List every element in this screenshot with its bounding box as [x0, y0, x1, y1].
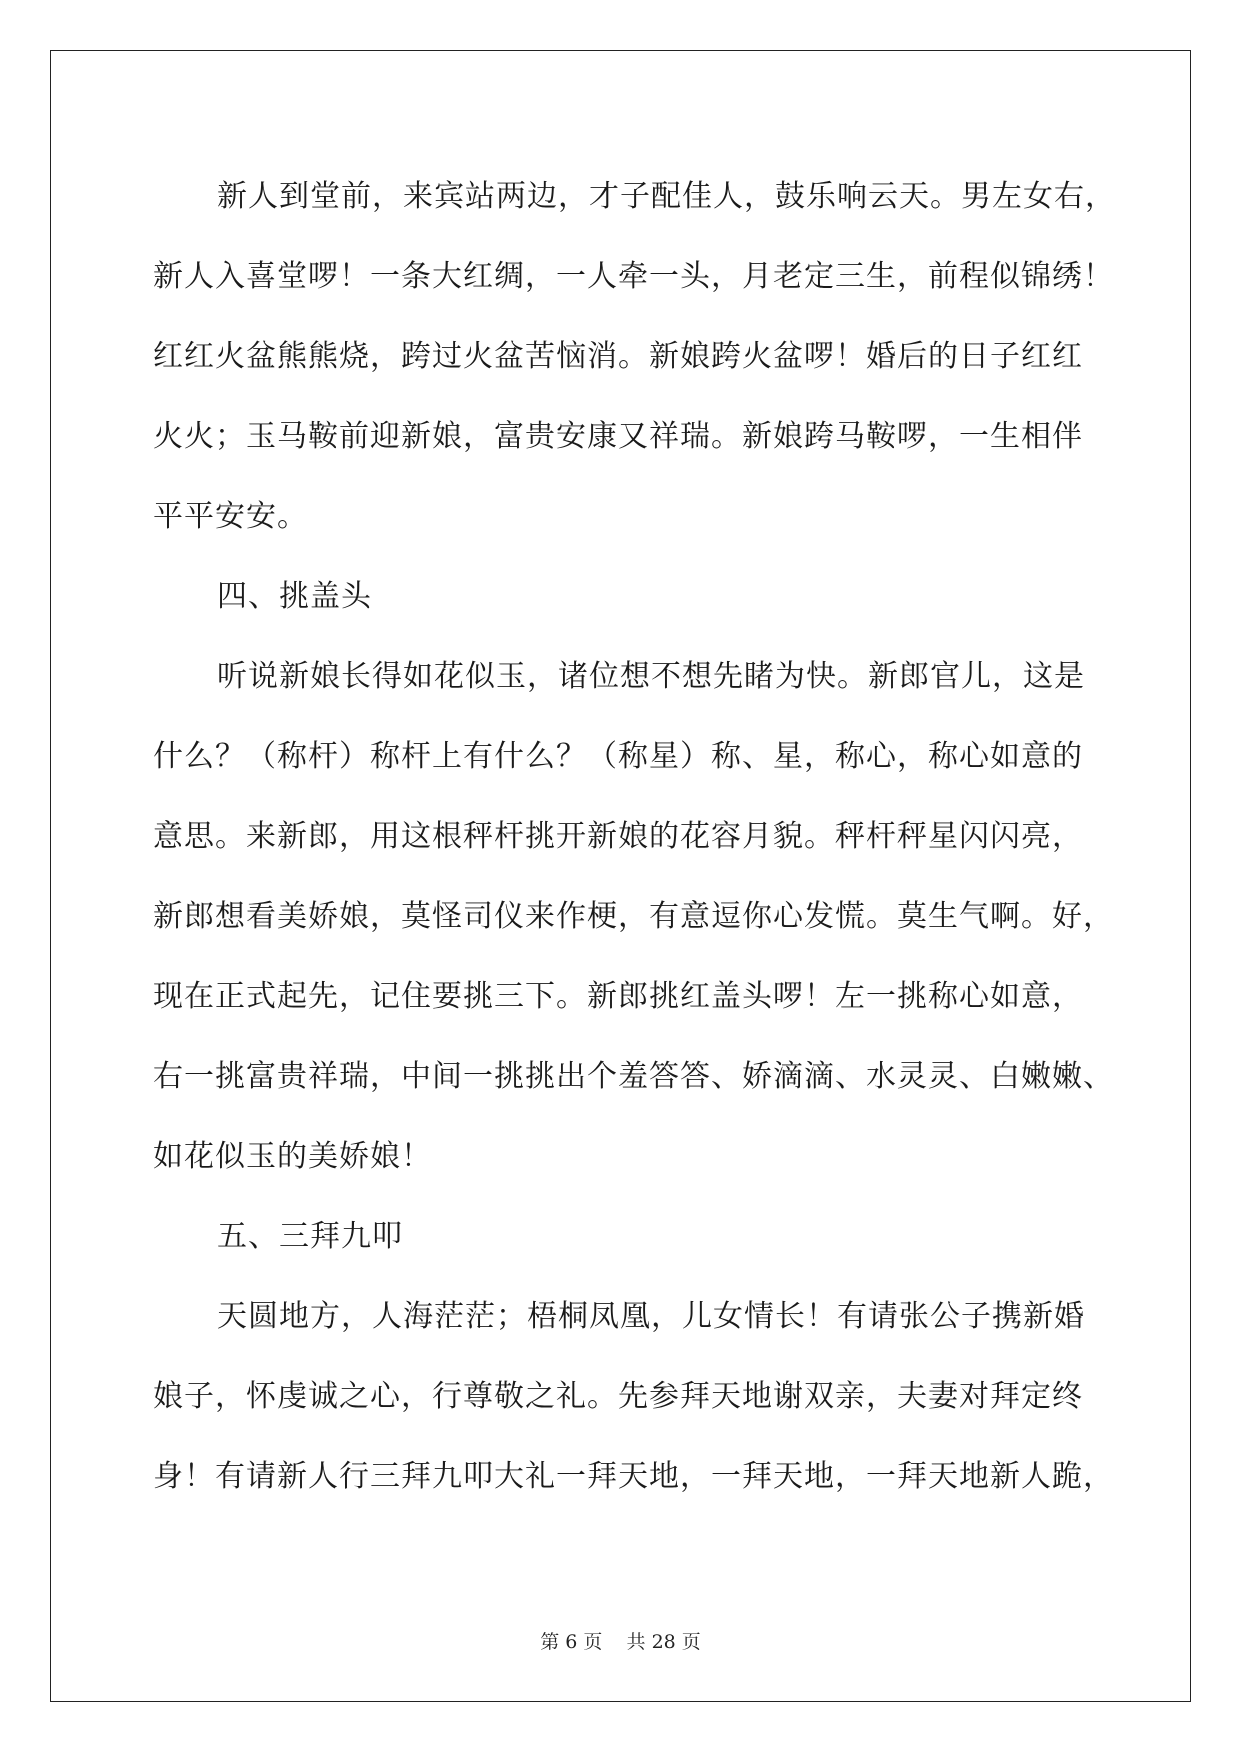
text-line: 右一挑富贵祥瑞，中间一挑挑出个羞答答、娇滴滴、水灵灵、白嫩嫩、	[153, 1059, 1114, 1094]
text-line: 红红火盆熊熊烧，跨过火盆苦恼消。新娘跨火盆啰！婚后的日子红红	[153, 339, 1083, 374]
text-line: 如花似玉的美娇娘！	[153, 1139, 432, 1174]
text-line: 天圆地方，人海茫茫；梧桐凤凰，儿女情长！有请张公子携新婚	[217, 1299, 1085, 1334]
text-line: 身！有请新人行三拜九叩大礼一拜天地，一拜天地，一拜天地新人跪，	[153, 1459, 1114, 1494]
document-body	[153, 157, 1116, 1517]
text-line: 新郎想看美娇娘，莫怪司仪来作梗，有意逗你心发慌。莫生气啊。好，	[153, 899, 1114, 934]
text-line: 娘子，怀虔诚之心，行尊敬之礼。先参拜天地谢双亲，夫妻对拜定终	[153, 1379, 1083, 1414]
section-heading: 四、挑盖头	[217, 579, 372, 614]
text-line: 意思。来新郎，用这根秤杆挑开新娘的花容月貌。秤杆秤星闪闪亮，	[153, 819, 1083, 854]
text-line: 什么？（称杆）称杆上有什么？（称星）称、星，称心，称心如意的	[153, 739, 1083, 774]
text-line: 平平安安。	[153, 499, 308, 534]
text-line: 听说新娘长得如花似玉，诸位想不想先睹为快。新郎官儿，这是	[217, 659, 1085, 694]
section-heading: 五、三拜九叩	[217, 1219, 403, 1254]
page-number: 第 6 页 共 28 页	[540, 1631, 701, 1653]
text-line: 新人入喜堂啰！一条大红绸，一人牵一头，月老定三生，前程似锦绣！	[153, 259, 1114, 294]
text-line: 新人到堂前，来宾站两边，才子配佳人，鼓乐响云天。男左女右，	[217, 179, 1116, 214]
text-line: 火火；玉马鞍前迎新娘，富贵安康又祥瑞。新娘跨马鞍啰，一生相伴	[153, 419, 1083, 454]
text-line: 现在正式起先，记住要挑三下。新郎挑红盖头啰！左一挑称心如意，	[153, 979, 1083, 1014]
